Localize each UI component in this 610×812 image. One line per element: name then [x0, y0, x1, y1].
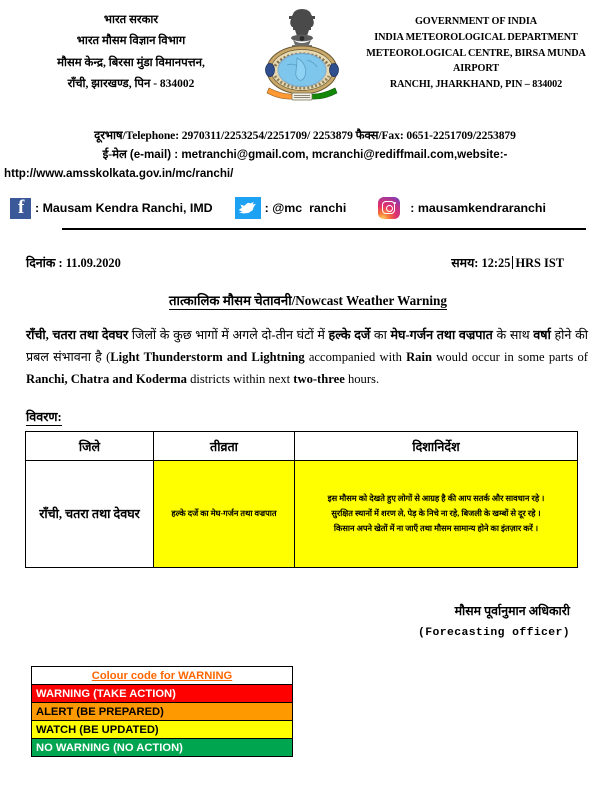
signature-hindi: मौसम पूर्वानुमान अधिकारी [454, 604, 570, 619]
colour-code-legend-wrap [0, 644, 610, 757]
time-cell [451, 254, 564, 271]
text-caret [512, 256, 513, 269]
legend-row-warning [32, 685, 293, 703]
email-label: ई-मेल [102, 148, 127, 162]
emblem-container [256, 6, 348, 104]
warning-hi-8: होने की प्रबल संभावना है ( [26, 328, 589, 365]
colour-code-legend [31, 666, 293, 757]
legend-row-alert [32, 703, 293, 721]
warning-districts-hi: राँची, चतरा तथा देवघर [26, 328, 129, 343]
cell-intensity: हल्के दर्जे का मेघ-गर्जन तथा वज्रपात [154, 461, 295, 568]
header-english-line-4: RANCHI, JHARKHAND, PIN – 834002 [389, 79, 563, 91]
warning-en-6: districts within next [186, 371, 294, 386]
signature-block [0, 600, 610, 644]
email-line [4, 145, 606, 164]
legend-row-no-warning [32, 739, 293, 757]
col-header-guidance: दिशानिर्देश [295, 432, 578, 461]
warning-districts-en: Ranchi, Chatra and Koderma [26, 371, 187, 386]
warning-en-8: hours. [344, 371, 380, 386]
header-hindi-block [6, 6, 256, 95]
warning-hi-2: जिलों के कुछ भागों में अगले दो-तीन घंटों में [128, 328, 329, 343]
header-hindi-line-2: भारत मौसम विज्ञान विभाग [76, 35, 186, 48]
legend-label-watch: WATCH (BE UPDATED) [32, 721, 293, 739]
warning-hi-4: का [370, 328, 391, 343]
social-item-facebook[interactable] [10, 198, 213, 219]
table-header-row [26, 432, 578, 461]
legend-label-alert: ALERT (BE PREPARED) [32, 703, 293, 721]
legend-title-text: Colour code for WARNING [91, 669, 233, 682]
twitter-icon[interactable] [235, 197, 261, 219]
meta-row [0, 230, 610, 271]
warning-paragraph [0, 309, 610, 390]
social-links-row [0, 183, 610, 219]
details-table [25, 431, 578, 568]
cell-guidance [295, 461, 578, 568]
header-english-line-3: METEOROLOGICAL CENTRE, BIRSA MUNDA AIRPORT [366, 47, 586, 75]
warning-hi-6: के साथ [492, 328, 534, 343]
header-english-block [348, 6, 604, 93]
legend-title [32, 667, 293, 685]
social-item-instagram[interactable] [378, 197, 546, 219]
email-value: (e-mail) : metranchi@gmail.com, mcranchi@rediffmail.com,website:- [129, 148, 508, 162]
page-title-text: तात्कालिक मौसम चेतावनी/Nowcast Weather Warning [169, 293, 447, 309]
warning-rain-hi: वर्षा [533, 328, 551, 343]
website-line[interactable]: http://www.amsskolkata.gov.in/mc/ranchi/ [4, 166, 234, 180]
warning-duration-en: two-three [293, 371, 345, 386]
guidance-line-2: सुरक्षित स्थानों में शरण ले, पेड़ के निचे ना रहे, बिजली के खम्बों से दूर रहे । [331, 508, 541, 518]
warning-rain-en: Rain [406, 350, 432, 365]
date-value: 11.09.2020 [65, 256, 121, 271]
warning-phenomenon-hi: मेघ-गर्जन तथा वज्रपात [390, 328, 493, 343]
instagram-dot [394, 202, 396, 204]
telephone-line: दूरभाष/Telephone: 2970311/2253254/2251709/ 2253879 फैक्स/Fax: 0651-2251709/2253879 [94, 129, 516, 142]
instagram-lens [386, 205, 393, 212]
details-table-wrap [0, 425, 610, 568]
details-label [0, 390, 610, 425]
table-row [26, 461, 578, 568]
social-item-twitter[interactable] [235, 197, 347, 219]
guidance-line-1: इस मौसम को देखते हुए लोगों से आग्रह है की आप सतर्क और सावधान रहे । [327, 494, 545, 504]
legend-label-warning: WARNING (TAKE ACTION) [32, 685, 293, 703]
document-header [0, 0, 610, 104]
warning-phenomenon-en: Light Thunderstorm and Lightning [110, 350, 305, 365]
facebook-handle: : Mausam Kendra Ranchi, IMD [35, 201, 213, 216]
header-hindi-line-3: मौसम केन्द्र, बिरसा मुंडा विमानपत्तन, [57, 56, 205, 69]
warning-en-2: accompanied with [304, 350, 407, 365]
time-unit: HRS IST [515, 256, 564, 271]
date-label: दिनांक : [26, 256, 63, 271]
signature-english: (Forecasting officer) [418, 627, 570, 640]
time-value: 12:25 [481, 256, 511, 271]
contact-block [0, 104, 610, 183]
page-title [0, 291, 610, 309]
legend-row-watch [32, 721, 293, 739]
imd-emblem [263, 8, 341, 104]
header-hindi-line-4: राँची, झारखण्ड, पिन - 834002 [67, 77, 195, 90]
cell-districts: राँची, चतरा तथा देवघर [26, 461, 154, 568]
time-label: समय: [451, 256, 479, 271]
legend-label-no-warning: NO WARNING (NO ACTION) [32, 739, 293, 757]
legend-title-row [32, 667, 293, 685]
guidance-line-3: किसान अपने खेतों में ना जाएँ तथा मौसम सामान्य होने का इंतज़ार करें । [333, 523, 539, 533]
details-label-text: विवरण: [26, 410, 62, 425]
instagram-icon[interactable] [378, 197, 400, 219]
twitter-handle: : @mc ranchi [264, 201, 347, 216]
instagram-handle: : mausamkendraranchi [410, 201, 546, 216]
header-hindi-line-1: भारत सरकार [103, 14, 159, 26]
col-header-intensity: तीव्रता [154, 432, 295, 461]
col-header-districts: जिले [26, 432, 154, 461]
warning-intensity-hi: हल्के दर्जे [328, 328, 371, 343]
header-english-line-1: GOVERNMENT OF INDIA [414, 16, 538, 27]
header-english-line-2: INDIA METEOROLOGICAL DEPARTMENT [374, 31, 578, 43]
warning-en-4: would occur in some parts of [431, 350, 589, 365]
facebook-icon[interactable] [10, 198, 31, 219]
date-cell [26, 254, 121, 271]
